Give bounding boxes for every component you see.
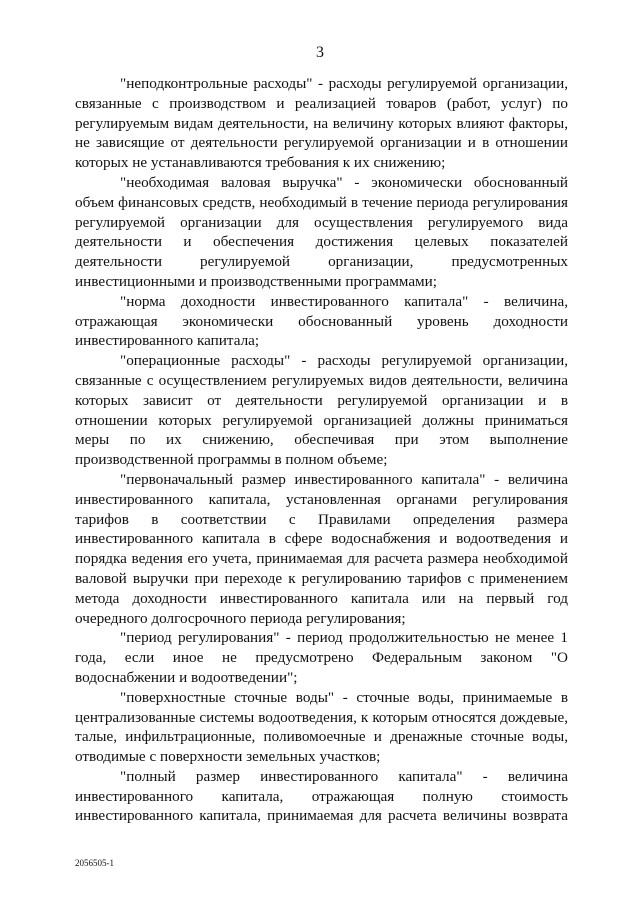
definition-paragraph: "первоначальный размер инвестированного капитала" - величина инвестированного капитала, установленная органами регулирования тарифов в соответствии с Правилами определения размера инвестированного капитала в сфере водоснабжения и водоотведения и порядка ведения его учета, принимаемая для расчета размера необходимой валовой выручки при переходе к регулированию тарифов с применением метода доходности инвестированного капитала или на первый год очередного долгосрочного периода регулирования; <box>75 470 568 627</box>
definition-paragraph: "норма доходности инвестированного капитала" - величина, отражающая экономически обоснованный уровень доходности инвестированного капитала; <box>75 292 568 350</box>
document-body <box>75 74 568 826</box>
definition-paragraph: "необходимая валовая выручка" - экономически обоснованный объем финансовых средств, необходимый в течение периода регулирования регулируемой организации для осуществления регулируемого вида деятельности и обеспечения достижения целевых показателей деятельности регулируемой организации, предусмотренных инвестиционными и производственными программами; <box>75 173 568 290</box>
document-code: 2056505-1 <box>75 858 114 868</box>
definition-paragraph: "поверхностные сточные воды" - сточные воды, принимаемые в централизованные системы водоотведения, к которым относятся дождевые, талые, инфильтрационные, поливомоечные и дренажные сточные воды, отводимые с поверхности земельных участков; <box>75 688 568 766</box>
definition-paragraph: "период регулирования" - период продолжительностью не менее 1 года, если иное не предусмотрено Федеральным законом "О водоснабжении и водоотведении"; <box>75 629 568 686</box>
page-number: 3 <box>316 44 324 61</box>
definition-paragraph: "операционные расходы" - расходы регулируемой организации, связанные с осуществлением регулируемых видов деятельности, величина которых зависит от деятельности регулируемой организации и в отношении которых регулируемой организацией должны приниматься меры по их снижению, обеспечивая при этом выполнение производственной программы в полном объеме; <box>75 352 568 469</box>
definition-paragraph: "полный размер инвестированного капитала" - величина инвестированного капитала, отражающая полную стоимость инвестированного капитала, принимаемая для расчета величины возврата <box>75 767 568 825</box>
definition-paragraph: "неподконтрольные расходы" - расходы регулируемой организации, связанные с производством и реализацией товаров (работ, услуг) по регулируемым видам деятельности, на величину которых влияют факторы, не зависящие от деятельности регулируемой организации и в отношении которых не устанавливаются требования к их снижению; <box>75 75 568 172</box>
